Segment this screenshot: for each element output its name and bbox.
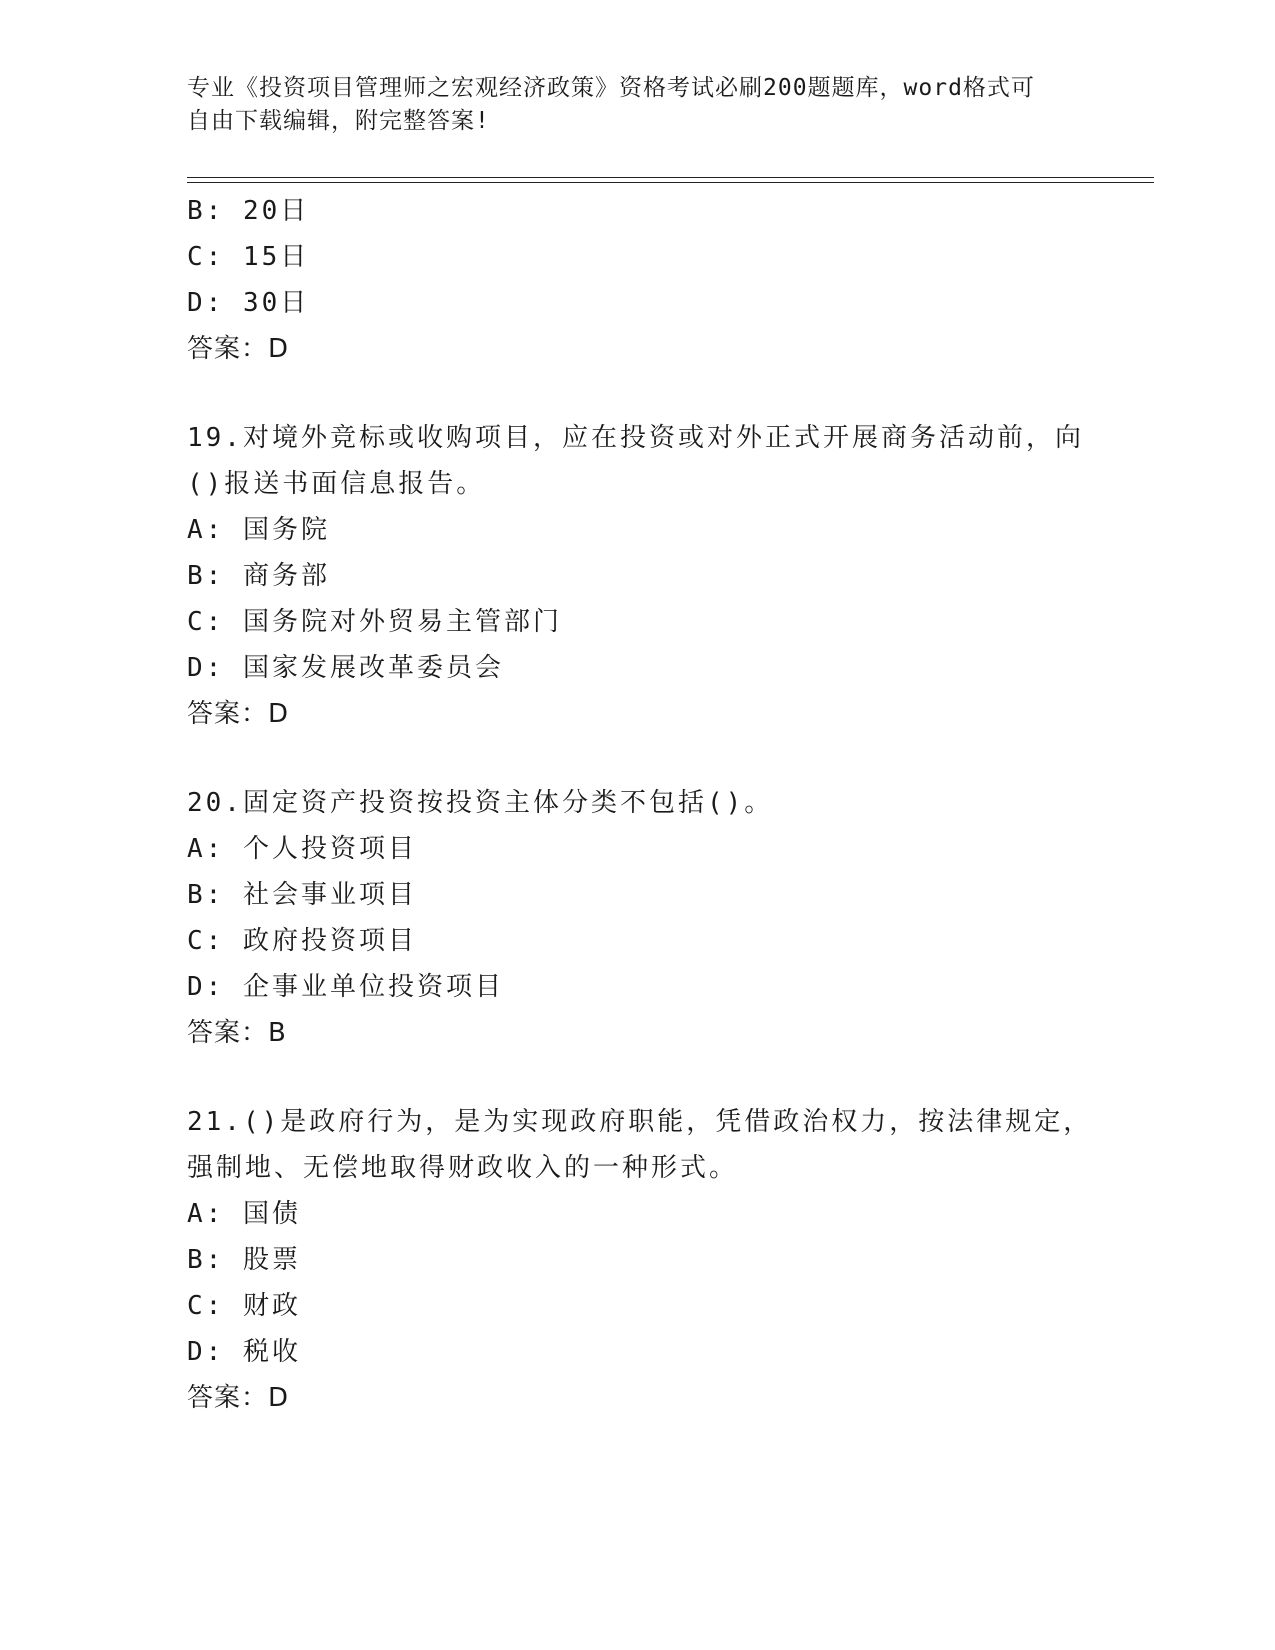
spacer (187, 372, 1087, 415)
question-21 (187, 1099, 1093, 1421)
option-c: C: 国务院对外贸易主管部门 (187, 607, 562, 637)
question-18 (187, 188, 1087, 372)
header-divider-top (187, 177, 1154, 178)
header-line-1: 专业《投资项目管理师之宏观经济政策》资格考试必刷200题题库，word格式可 (187, 75, 1035, 101)
document-header (187, 72, 1067, 138)
option-c: C: 政府投资项目 (187, 926, 417, 956)
option-d: D: 税收 (187, 1337, 301, 1367)
option-b: B: 20日 (187, 196, 310, 226)
spacer (187, 1056, 1087, 1099)
question-stem-line-1: 19.对境外竞标或收购项目，应在投资或对外正式开展商务活动前，向 (187, 423, 1084, 453)
answer-line: 答案：B (187, 1018, 287, 1048)
question-stem-line-1: 20.固定资产投资按投资主体分类不包括()。 (187, 788, 774, 818)
question-stem-line-1: 21.()是政府行为，是为实现政府职能，凭借政治权力，按法律规定， (187, 1107, 1093, 1137)
question-19 (187, 415, 1087, 737)
option-a: A: 国务院 (187, 515, 330, 545)
question-stem-line-2: 强制地、无偿地取得财政收入的一种形式。 (187, 1153, 739, 1183)
option-b: B: 社会事业项目 (187, 880, 417, 910)
answer-line: 答案：D (187, 334, 290, 364)
option-b: B: 股票 (187, 1245, 301, 1275)
answer-line: 答案：D (187, 1383, 290, 1413)
question-list (187, 188, 1093, 1421)
option-a: A: 国债 (187, 1199, 301, 1229)
answer-line: 答案：D (187, 699, 290, 729)
option-d: D: 企事业单位投资项目 (187, 972, 504, 1002)
option-a: A: 个人投资项目 (187, 834, 417, 864)
spacer (187, 737, 1087, 780)
header-line-2: 自由下载编辑，附完整答案! (187, 108, 490, 134)
option-b: B: 商务部 (187, 561, 330, 591)
option-c: C: 财政 (187, 1291, 301, 1321)
option-d: D: 30日 (187, 288, 310, 318)
question-stem-line-2: ()报送书面信息报告。 (187, 469, 486, 499)
option-d: D: 国家发展改革委员会 (187, 653, 504, 683)
option-c: C: 15日 (187, 242, 310, 272)
question-20 (187, 780, 1087, 1056)
header-divider-bottom (187, 182, 1154, 183)
